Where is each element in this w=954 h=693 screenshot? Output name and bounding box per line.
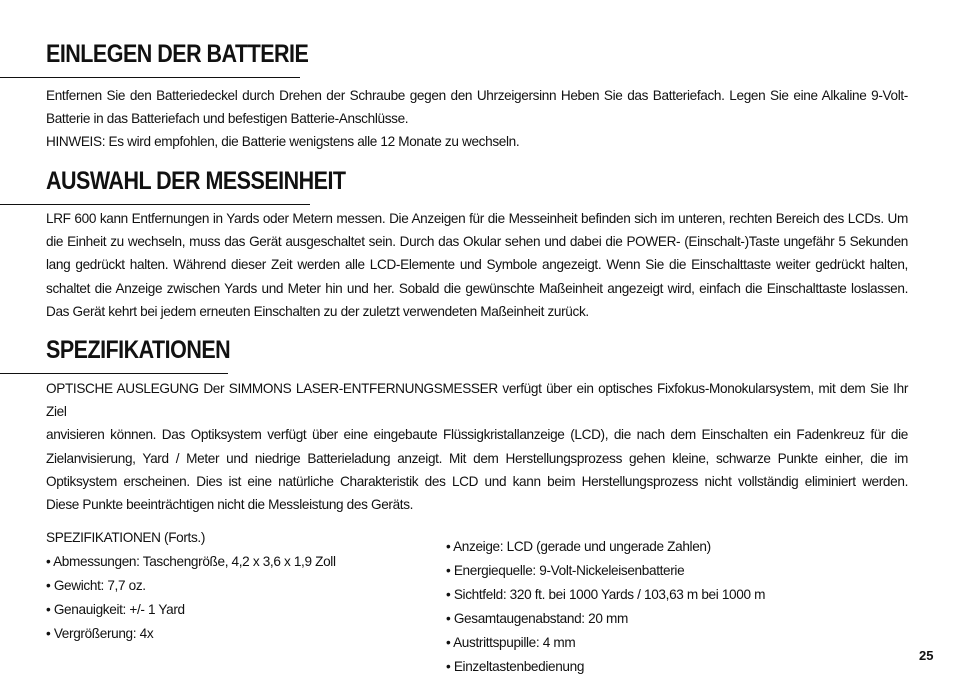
paragraph-line: Zielanvisierung, Yard / Meter und niedrige Batterieladung anzeigt. Mit dem Herstellungsprozess gehen kleine, schwarze Punkte einher, die im <box>46 450 908 466</box>
paragraph-line: HINWEIS: Es wird empfohlen, die Batterie wenigstens alle 12 Monate zu wechseln. <box>46 134 520 150</box>
heading-specs: SPEZIFIKATIONEN <box>46 336 231 364</box>
heading-rule-units <box>0 204 310 205</box>
paragraph-line: Diese Punkte beeinträchtigen nicht die Messleistung des Geräts. <box>46 497 414 513</box>
paragraph-line: schaltet die Anzeige zwischen Yards und Meter hin und her. Sobald die gewünschte Maßeinheit angezeigt wird, einfach die Einschalttaste loslassen. <box>46 280 908 296</box>
paragraph-line: Entfernen Sie den Batteriedeckel durch Drehen der Schraube gegen den Uhrzeigersinn Heben Sie das Batteriefach. Legen Sie eine Alkaline 9-Volt- <box>46 88 908 103</box>
spec-list-item: • Energiequelle: 9-Volt-Nickeleisenbatterie <box>446 563 685 578</box>
paragraph-line: Batterie in das Batteriefach und befestigen Batterie-Anschlüsse. <box>46 111 409 127</box>
spec-list-item: • Gesamtaugenabstand: 20 mm <box>446 611 628 626</box>
heading-battery: EINLEGEN DER BATTERIE <box>46 40 309 68</box>
spec-list-title: SPEZIFIKATIONEN (Forts.) <box>46 530 206 545</box>
heading-rule-specs <box>0 373 228 374</box>
heading-rule-battery <box>0 77 300 78</box>
spec-list-item: • Austrittspupille: 4 mm <box>446 635 576 650</box>
paragraph-line: anvisieren können. Das Optiksystem verfügt über eine eingebaute Flüssigkristallanzeige (LCD), die nach dem Einschalten ein Fadenkreuz für die <box>46 427 908 443</box>
paragraph-line: die Einheit zu wechseln, muss das Gerät ausgeschaltet sein. Durch das Okular sehen und dabei die POWER- (Einschalt-)Taste ungefähr 5 Sekunden <box>46 234 908 250</box>
spec-list-item: • Sichtfeld: 320 ft. bei 1000 Yards / 103,63 m bei 1000 m <box>446 587 766 602</box>
page-number: 25 <box>919 648 934 663</box>
spec-list-right <box>446 535 765 679</box>
paragraph-line: Optiksystem erscheinen. Dies ist eine natürliche Charakteristik des LCD und kann beim Herstellungsprozess nicht vollständig eliminiert werden. <box>46 473 908 489</box>
paragraph-line: LRF 600 kann Entfernungen in Yards oder Metern messen. Die Anzeigen für die Messeinheit befinden sich im unteren, rechten Bereich des LCDs. Um <box>46 211 908 226</box>
spec-list-item: • Einzeltastenbedienung <box>446 659 585 674</box>
spec-list-item: • Vergrößerung: 4x <box>46 626 154 641</box>
paragraph-line: Das Gerät kehrt bei jedem erneuten Einschalten zu der zuletzt verwendeten Maßeinheit zurück. <box>46 303 589 319</box>
spec-list-item: • Genauigkeit: +/- 1 Yard <box>46 602 185 617</box>
spec-list-item: • Anzeige: LCD (gerade und ungerade Zahlen) <box>446 539 711 554</box>
spec-list-item: • Abmessungen: Taschengröße, 4,2 x 3,6 x 1,9 Zoll <box>46 554 336 569</box>
heading-units: AUSWAHL DER MESSEINHEIT <box>46 167 346 195</box>
paragraph-line: lang gedrückt halten. Während dieser Zeit werden alle LCD-Elemente und Symbole angezeigt. Wenn Sie die Einschalttaste weiter gedrückt halten, <box>46 257 908 273</box>
paragraph-units <box>46 207 908 323</box>
paragraph-specs <box>46 377 908 516</box>
paragraph-battery <box>46 84 908 154</box>
spec-list-item: • Gewicht: 7,7 oz. <box>46 578 146 593</box>
paragraph-line: OPTISCHE AUSLEGUNG Der SIMMONS LASER-ENTFERNUNGSMESSER verfügt über ein optisches Fixfokus-Monokularsystem, mit dem Sie Ihr Ziel <box>46 381 908 420</box>
spec-list-left <box>46 526 336 646</box>
